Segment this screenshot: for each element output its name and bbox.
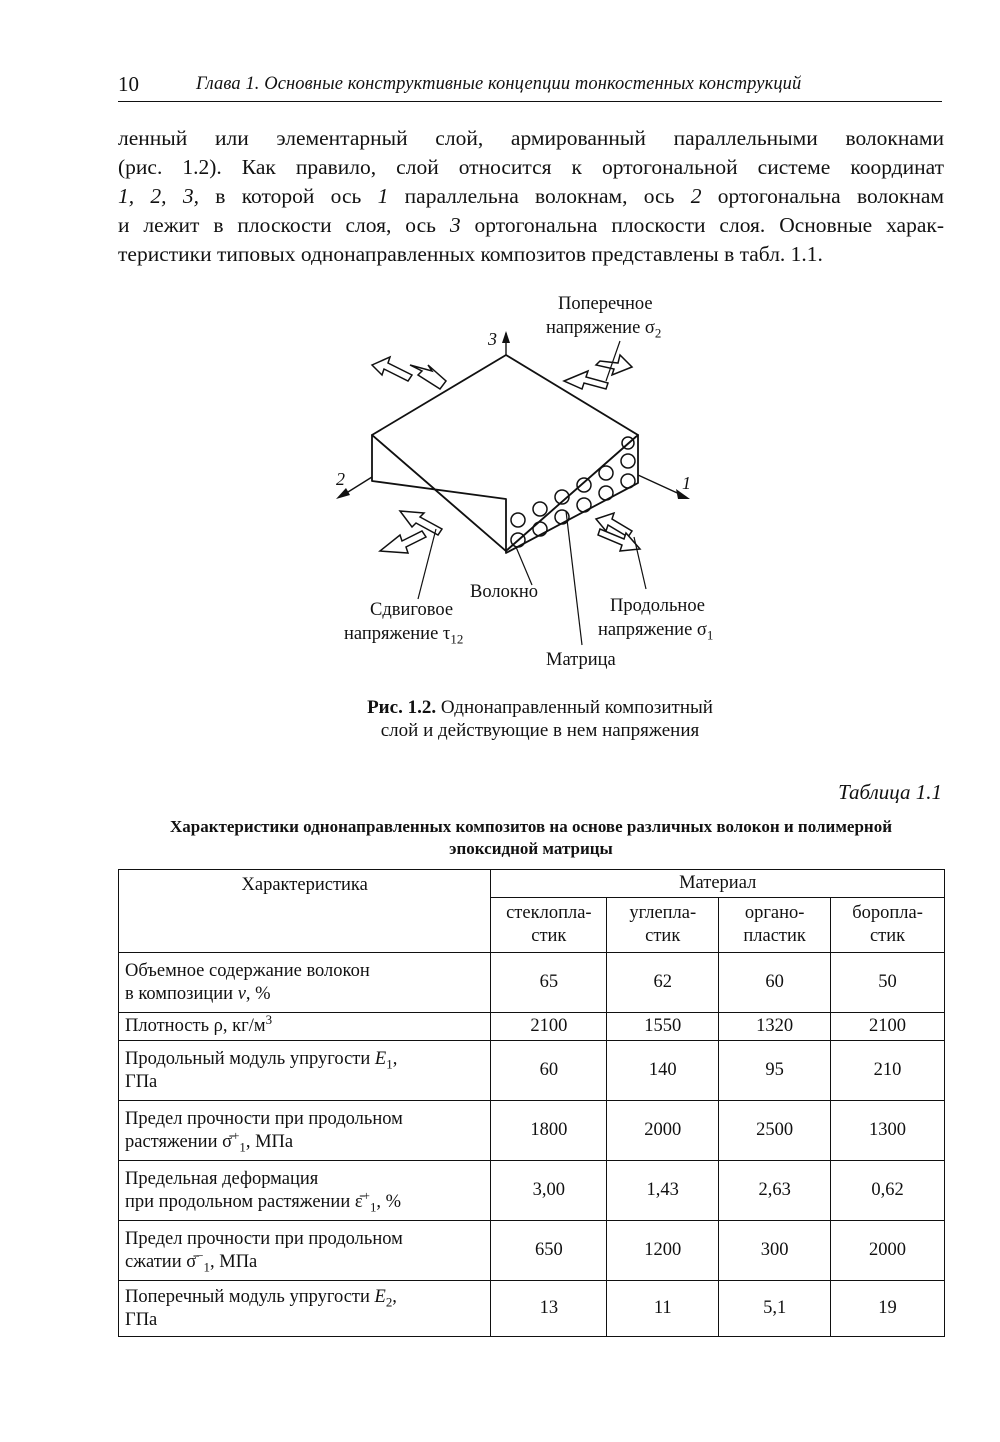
text-fragment: в композиции [125,983,238,1004]
text-fragment: стик [869,926,906,946]
page-number: 10 [118,72,139,96]
transverse-arrow-left-a [372,357,412,381]
text-fragment: − [196,1247,204,1263]
text-fragment: , МПа [245,1131,294,1152]
table-cell: 5,1 [719,1281,831,1337]
table-cell: 50 [831,953,945,1013]
transverse-stress-label-2 [546,317,661,340]
text-fragment: Плотность ρ, кг/м [125,1016,266,1036]
table-cell: 3,00 [491,1161,607,1221]
axis-ref: 2 [690,184,702,208]
table-cell: 2100 [491,1013,607,1041]
table-cell: 2000 [607,1101,719,1161]
text-run: в которой ось [198,184,378,208]
text-fragment: 1 [203,1259,210,1275]
caption-line [300,696,780,719]
text-run: параллельна волокнам, ось [388,184,691,208]
table-row [119,953,945,1013]
text-fragment: ε̄ [354,1191,363,1212]
text-fragment: E [374,1048,387,1069]
table-cell: 62 [607,953,719,1013]
text-fragment: Объемное содержание волокон [125,960,370,981]
table-title [118,816,944,860]
table-cell: 2500 [719,1101,831,1161]
table-cell: 19 [831,1281,945,1337]
transverse-arrow-left-b [410,365,446,389]
label-subscript: 1 [706,627,714,643]
table-title-line: Характеристики однонаправленных композитов на основе различных волокон и полимерной [169,817,893,836]
table-cell: 13 [491,1281,607,1337]
header-material-col [607,898,719,953]
row-name [119,1041,491,1101]
text-fragment: стеклопла- [506,903,592,923]
table-row [119,1101,945,1161]
row-name [119,1221,491,1281]
table-row [119,1161,945,1221]
header-rule [118,101,942,102]
text-fragment: стик [531,926,567,946]
text-fragment: 1 [369,1199,377,1215]
axes-list: 1, 2, 3, [118,184,199,208]
table-row [119,1281,945,1337]
text-fragment: E [374,1286,386,1307]
row-name [119,1281,491,1337]
text-run: ортогональна волокнам [701,184,945,208]
table-cell: 1200 [607,1221,719,1281]
table-cell: 0,62 [831,1161,945,1221]
paragraph-line [118,211,944,240]
text-fragment: растяжении [125,1131,223,1152]
text-fragment: ГПа [125,1071,158,1092]
axis-ref: 3 [449,213,461,237]
table-cell: 1300 [831,1101,945,1161]
header-material: Материал [491,870,945,898]
table-cell: 2100 [831,1013,945,1041]
text-fragment: при продольном растяжении [125,1191,355,1212]
table-cell: 11 [607,1281,719,1337]
shear-stress-label-2 [344,623,463,646]
table-header-row [119,870,945,898]
transverse-arrow-right-a [564,371,608,389]
table-cell: 95 [719,1041,831,1101]
shear-arrow-b [380,531,426,553]
table-cell: 2000 [831,1221,945,1281]
text-fragment: , % [376,1191,402,1212]
text-fragment: , МПа [210,1251,258,1272]
text-fragment: , [392,1048,398,1069]
text-fragment: 3 [265,1011,273,1027]
text-fragment: 1 [239,1139,246,1155]
running-head: Глава 1. Основные конструктивные концепции тонкостенных конструкций [196,74,802,94]
text-run: и лежит в плоскости слоя, ось [118,213,450,237]
shear-stress-label-1: Сдвиговое [370,600,454,620]
label-text: напряжение σ [546,318,655,338]
table-cell: 650 [491,1221,607,1281]
table-cell: 1320 [719,1013,831,1041]
text-fragment: ГПа [125,1309,158,1330]
axis-1-label: 1 [682,473,691,493]
text-fragment: Предел прочности при продольном [125,1228,403,1249]
axis-3-arrowhead [502,331,510,343]
paragraph-line: (рис. 1.2). Как правило, слой относится к ортогональной системе координат [118,155,944,179]
text-fragment: органо- [744,903,805,923]
table-cell: 60 [719,953,831,1013]
matrix-label: Матрица [546,650,616,670]
axis-ref: 1 [377,184,389,208]
text-fragment: углепла- [629,903,697,923]
figure-caption [300,696,780,742]
text-fragment: Предельная деформация [125,1168,319,1189]
table-row [119,1041,945,1101]
longitudinal-stress-label-1: Продольное [610,596,706,616]
text-fragment: пластик [743,926,806,946]
label-text: напряжение τ [344,624,451,644]
transverse-stress-label-1: Поперечное [558,294,653,314]
text-fragment: Поперечный модуль упругости [125,1286,375,1307]
body-paragraph [118,124,944,269]
text-run: ортогональна плоскости слоя. Основные харак- [460,213,945,237]
axis-3-label: 3 [488,329,497,349]
table-cell: 300 [719,1221,831,1281]
table-title-line: эпоксидной матрицы [449,839,613,858]
text-fragment: 1 [386,1056,393,1072]
table-row [119,1221,945,1281]
table-cell: 210 [831,1041,945,1101]
table-row [119,1013,945,1041]
text-fragment: σ̄ [222,1131,233,1152]
text-fragment: 2 [385,1294,393,1310]
figure-composite-layer [300,285,780,685]
text-fragment: Предел прочности при продольном [125,1108,403,1129]
fiber-label: Волокно [470,582,538,602]
text-fragment: стик [645,926,681,946]
table-cell: 1,43 [607,1161,719,1221]
label-subscript: 12 [450,631,464,647]
text-fragment: + [232,1127,240,1143]
text-fragment: Продольный модуль упругости [125,1048,375,1069]
text-fragment: , [392,1286,397,1307]
caption-figure-number: Рис. 1.2. [367,697,437,718]
longitudinal-stress-label-2 [598,619,713,642]
table-cell: 60 [491,1041,607,1101]
properties-table [118,869,945,1337]
table-cell: 1550 [607,1013,719,1041]
header-material-col [719,898,831,953]
axis-2-label: 2 [336,469,345,489]
table-cell: 140 [607,1041,719,1101]
label-subscript: 2 [654,325,662,341]
row-name [119,1101,491,1161]
paragraph-line: теристики типовых однонаправленных композитов представлены в табл. 1.1. [118,242,823,266]
text-fragment: + [362,1187,370,1203]
text-fragment: боропла- [852,903,923,923]
text-fragment: σ̄ [186,1251,197,1272]
table-cell: 65 [491,953,607,1013]
caption-line: слой и действующие в нем напряжения [380,720,700,741]
header-material-col [831,898,945,953]
header-characteristic: Характеристика [119,870,491,953]
paragraph-line: ленный или элементарный слой, армированный параллельными волокнами [118,126,944,150]
table-number: Таблица 1.1 [838,780,942,804]
table-cell: 1800 [491,1101,607,1161]
row-name [119,953,491,1013]
row-name [119,1013,491,1041]
row-name [119,1161,491,1221]
text-fragment: , % [245,983,271,1004]
header-material-col [491,898,607,953]
paragraph-line [118,182,944,211]
table-cell: 2,63 [719,1161,831,1221]
label-text: напряжение σ [598,620,707,640]
text-fragment: v [237,983,246,1004]
caption-text: Однонаправленный композитный [436,697,713,718]
text-fragment: сжатии [125,1251,187,1272]
